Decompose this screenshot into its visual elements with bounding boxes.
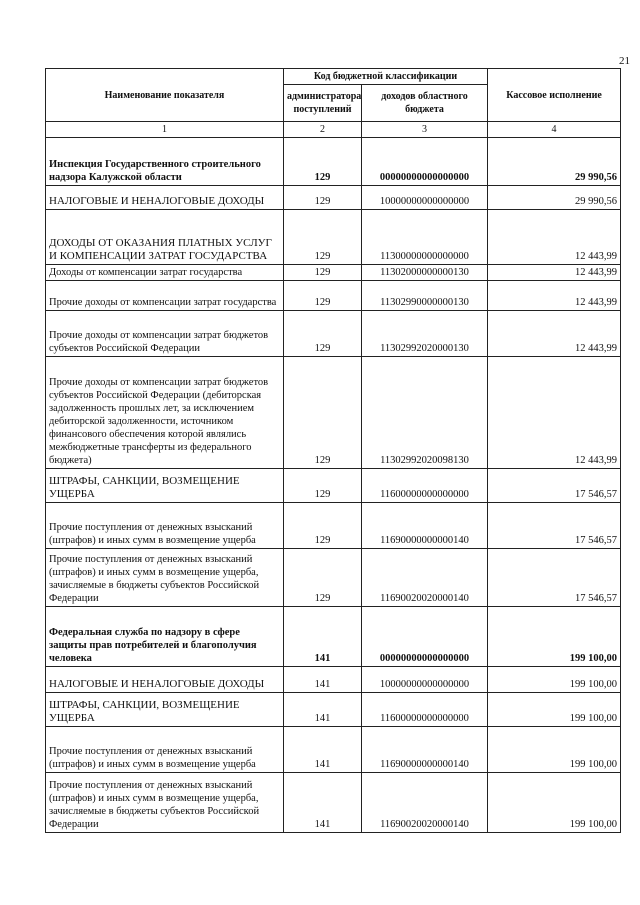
header-admin: администратора поступлений [284, 85, 362, 122]
header-name: Наименование показателя [46, 69, 284, 122]
row-name: Прочие доходы от компенсации затрат государства [46, 281, 284, 311]
col-num-2: 2 [284, 122, 362, 138]
col-num-1: 1 [46, 122, 284, 138]
header-income: доходов областного бюджета [362, 85, 488, 122]
row-admin-code: 129 [284, 210, 362, 265]
table-row [46, 607, 621, 667]
row-name: Прочие поступления от денежных взысканий (штрафов) и иных сумм в возмещение ущерба [46, 727, 284, 773]
row-amount: 17 546,57 [488, 469, 621, 503]
row-income-code: 11600000000000000 [362, 693, 488, 727]
row-amount: 12 443,99 [488, 210, 621, 265]
row-amount: 199 100,00 [488, 667, 621, 693]
table-row [46, 469, 621, 503]
table-row [46, 138, 621, 186]
row-amount: 12 443,99 [488, 311, 621, 357]
row-amount: 12 443,99 [488, 357, 621, 469]
table-row [46, 311, 621, 357]
table-row [46, 357, 621, 469]
table-row [46, 210, 621, 265]
table-row [46, 503, 621, 549]
col-num-3: 3 [362, 122, 488, 138]
table-row [46, 667, 621, 693]
row-name: ШТРАФЫ, САНКЦИИ, ВОЗМЕЩЕНИЕ УЩЕРБА [46, 469, 284, 503]
table-row [46, 727, 621, 773]
row-income-code: 11300000000000000 [362, 210, 488, 265]
row-amount: 29 990,56 [488, 138, 621, 186]
row-amount: 12 443,99 [488, 265, 621, 281]
row-amount: 199 100,00 [488, 607, 621, 667]
row-name: ДОХОДЫ ОТ ОКАЗАНИЯ ПЛАТНЫХ УСЛУГ И КОМПЕНСАЦИИ ЗАТРАТ ГОСУДАРСТВА [46, 210, 284, 265]
row-income-code: 11690020020000140 [362, 549, 488, 607]
row-admin-code: 141 [284, 693, 362, 727]
row-admin-code: 129 [284, 265, 362, 281]
row-admin-code: 141 [284, 607, 362, 667]
row-amount: 12 443,99 [488, 281, 621, 311]
row-name: ШТРАФЫ, САНКЦИИ, ВОЗМЕЩЕНИЕ УЩЕРБА [46, 693, 284, 727]
table-row [46, 773, 621, 833]
row-income-code: 11690000000000140 [362, 727, 488, 773]
row-admin-code: 129 [284, 469, 362, 503]
row-income-code: 11690000000000140 [362, 503, 488, 549]
row-amount: 17 546,57 [488, 503, 621, 549]
row-income-code: 11302992020000130 [362, 311, 488, 357]
row-name: Прочие поступления от денежных взысканий (штрафов) и иных сумм в возмещение ущерба [46, 503, 284, 549]
row-income-code: 00000000000000000 [362, 138, 488, 186]
table-row [46, 549, 621, 607]
table-body [46, 138, 621, 833]
row-admin-code: 129 [284, 549, 362, 607]
header-code-group: Код бюджетной классификации [284, 69, 488, 85]
row-income-code: 00000000000000000 [362, 607, 488, 667]
budget-table [45, 68, 621, 833]
row-income-code: 11690020020000140 [362, 773, 488, 833]
page-number: 21 [619, 55, 630, 67]
row-income-code: 11302990000000130 [362, 281, 488, 311]
row-admin-code: 129 [284, 281, 362, 311]
row-name: Федеральная служба по надзору в сфере защиты прав потребителей и благополучия человека [46, 607, 284, 667]
row-amount: 199 100,00 [488, 693, 621, 727]
row-amount: 199 100,00 [488, 773, 621, 833]
header-exec: Кассовое исполнение [488, 69, 621, 122]
row-name: Прочие доходы от компенсации затрат бюджетов субъектов Российской Федерации [46, 311, 284, 357]
row-amount: 199 100,00 [488, 727, 621, 773]
row-admin-code: 129 [284, 186, 362, 210]
row-income-code: 10000000000000000 [362, 667, 488, 693]
row-amount: 17 546,57 [488, 549, 621, 607]
row-amount: 29 990,56 [488, 186, 621, 210]
row-admin-code: 141 [284, 667, 362, 693]
table-row [46, 693, 621, 727]
row-admin-code: 129 [284, 357, 362, 469]
row-income-code: 11600000000000000 [362, 469, 488, 503]
row-name: Прочие доходы от компенсации затрат бюджетов субъектов Российской Федерации (дебиторская задолженность прошлых лет, за исключением дебиторской задолженности, источником финансового обеспечения которой являлись межбюджетные трансферты из федерального бюджета) [46, 357, 284, 469]
table-row [46, 281, 621, 311]
row-name: Прочие поступления от денежных взысканий (штрафов) и иных сумм в возмещение ущерба, зачисляемые в бюджеты субъектов Российской Федерации [46, 549, 284, 607]
row-name: Инспекция Государственного строительного надзора Калужской области [46, 138, 284, 186]
row-name: Прочие поступления от денежных взысканий (штрафов) и иных сумм в возмещение ущерба, зачисляемые в бюджеты субъектов Российской Федерации [46, 773, 284, 833]
table-row [46, 265, 621, 281]
row-admin-code: 129 [284, 138, 362, 186]
row-income-code: 10000000000000000 [362, 186, 488, 210]
row-admin-code: 129 [284, 503, 362, 549]
table-row [46, 186, 621, 210]
row-name: НАЛОГОВЫЕ И НЕНАЛОГОВЫЕ ДОХОДЫ [46, 667, 284, 693]
row-income-code: 11302000000000130 [362, 265, 488, 281]
row-admin-code: 141 [284, 727, 362, 773]
row-income-code: 11302992020098130 [362, 357, 488, 469]
row-admin-code: 141 [284, 773, 362, 833]
row-name: Доходы от компенсации затрат государства [46, 265, 284, 281]
row-name: НАЛОГОВЫЕ И НЕНАЛОГОВЫЕ ДОХОДЫ [46, 186, 284, 210]
col-num-4: 4 [488, 122, 621, 138]
row-admin-code: 129 [284, 311, 362, 357]
